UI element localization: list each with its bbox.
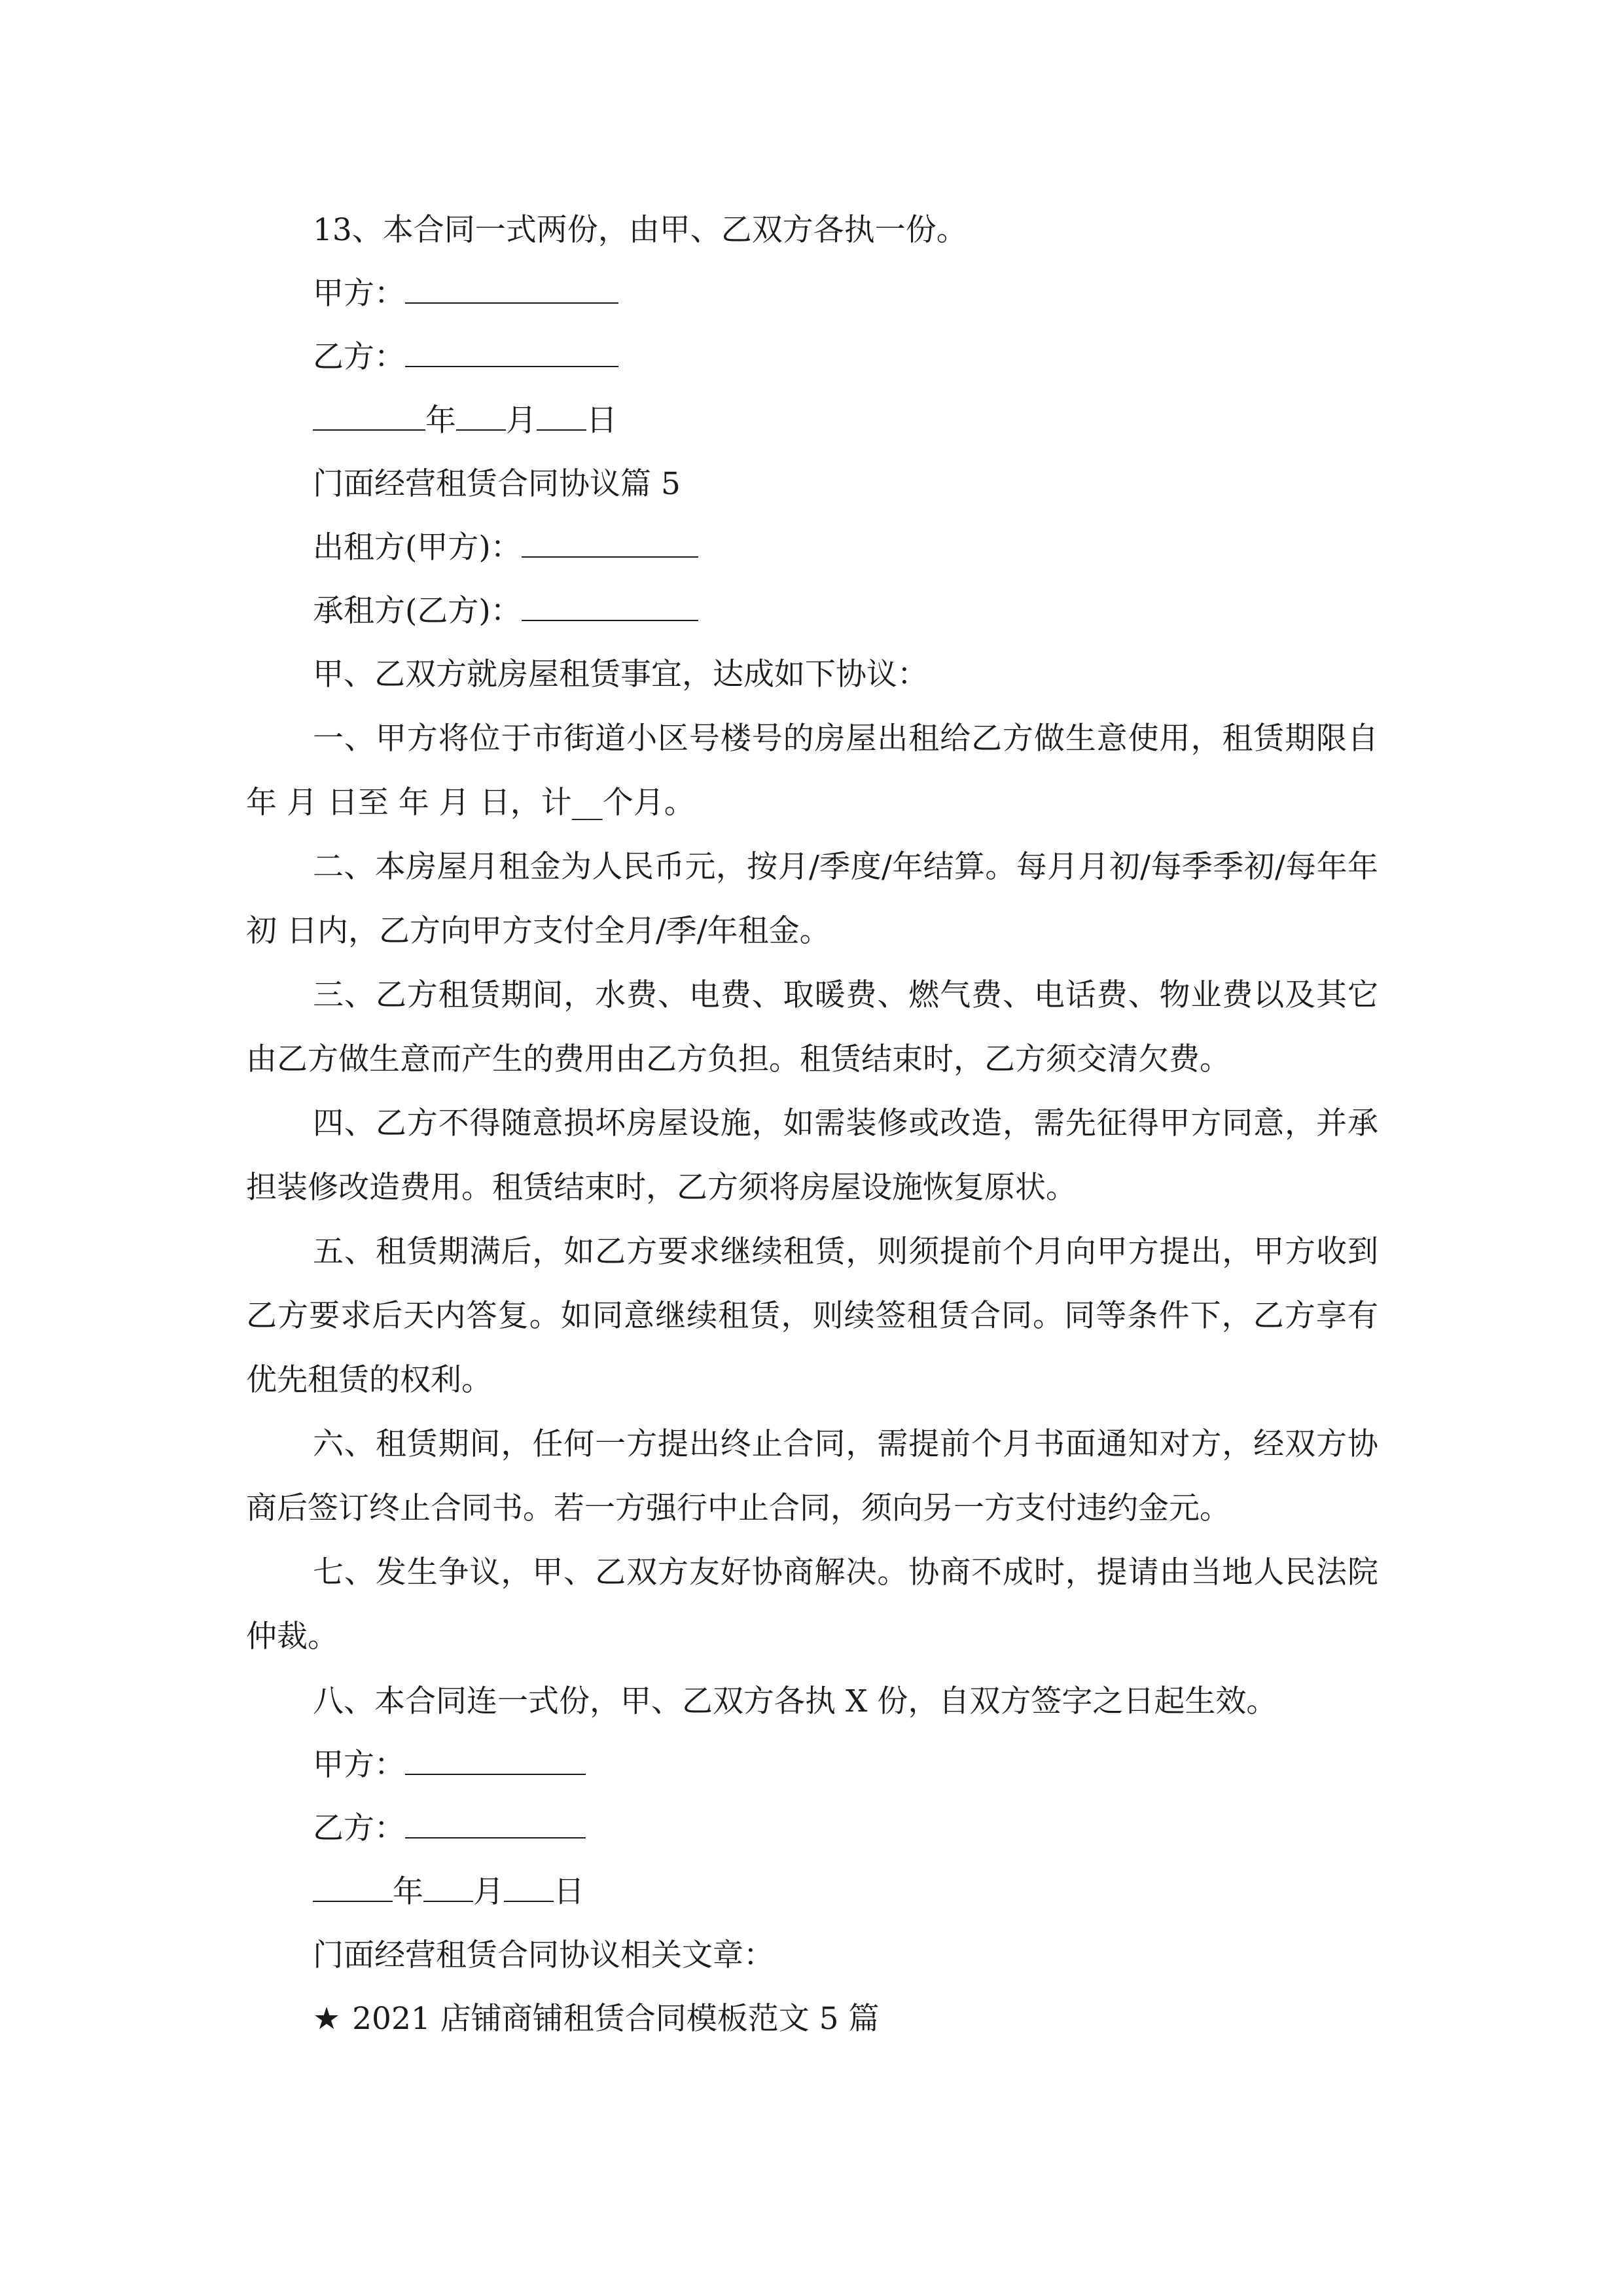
year-label: 年 bbox=[425, 403, 456, 439]
lessee-line bbox=[313, 592, 698, 631]
party-b-label: 乙方： bbox=[313, 339, 405, 375]
party-a-signature-line bbox=[313, 274, 618, 314]
related-article-link[interactable]: 2021 店铺商铺租赁合同模板范文 5 篇 bbox=[352, 2001, 880, 2037]
day-label-2: 日 bbox=[554, 1874, 584, 1910]
party-b-signature-line-2 bbox=[313, 1809, 586, 1848]
clause-7: 七、发生争议，甲、乙双方友好协商解决。协商不成时，提请由当地人民法院仲裁。 bbox=[246, 1554, 1378, 1655]
party-a-label-2: 甲方： bbox=[313, 1747, 405, 1783]
year-blank-2 bbox=[313, 1874, 393, 1902]
clause-13: 13、本合同一式两份，由甲、乙双方各执一份。 bbox=[313, 212, 967, 248]
related-heading: 门面经营租赁合同协议相关文章： bbox=[313, 1937, 774, 1973]
month-blank-2 bbox=[423, 1874, 473, 1902]
lessor-label: 出租方(甲方)： bbox=[313, 529, 522, 565]
clause-1: 一、甲方将位于市街道小区号楼号的房屋出租给乙方做生意使用，租赁期限自 年 月 日至 年 月 日，计__个月。 bbox=[246, 721, 1378, 821]
related-link-row[interactable] bbox=[313, 2000, 879, 2039]
year-label-2: 年 bbox=[393, 1874, 423, 1910]
month-label-2: 月 bbox=[473, 1874, 504, 1910]
year-blank bbox=[313, 403, 425, 431]
lessor-blank bbox=[522, 530, 698, 558]
clause-5: 五、租赁期满后，如乙方要求继续租赁，则须提前个月向甲方提出，甲方收到乙方要求后天内答复。如同意继续租赁，则续签租赁合同。同等条件下，乙方享有优先租赁的权利。 bbox=[246, 1234, 1378, 1398]
party-b-blank bbox=[405, 340, 618, 367]
clause-2: 二、本房屋月租金为人民币元，按月/季度/年结算。每月月初/每季季初/每年年初 日内，乙方向甲方支付全月/季/年租金。 bbox=[246, 849, 1378, 949]
party-b-blank-2 bbox=[405, 1811, 586, 1839]
clause-4: 四、乙方不得随意损坏房屋设施，如需装修或改造，需先征得甲方同意，并承担装修改造费用。租赁结束时，乙方须将房屋设施恢复原状。 bbox=[246, 1105, 1378, 1206]
month-blank bbox=[456, 403, 506, 431]
lessor-line bbox=[313, 528, 698, 567]
party-a-blank-2 bbox=[405, 1748, 586, 1775]
lessee-blank bbox=[522, 594, 698, 621]
day-label: 日 bbox=[586, 403, 617, 439]
day-blank bbox=[537, 403, 586, 431]
date-line bbox=[313, 401, 617, 440]
star-icon: ★ bbox=[313, 2001, 341, 2037]
agreement-intro: 甲、乙双方就房屋租赁事宜，达成如下协议： bbox=[313, 656, 928, 692]
section-title: 门面经营租赁合同协议篇 5 bbox=[313, 466, 681, 502]
clause-3: 三、乙方租赁期间，水费、电费、取暖费、燃气费、电话费、物业费以及其它由乙方做生意而产生的费用由乙方负担。租赁结束时，乙方须交清欠费。 bbox=[246, 977, 1378, 1077]
month-label: 月 bbox=[506, 403, 537, 439]
lessee-label: 承租方(乙方)： bbox=[313, 593, 522, 629]
clause-6: 六、租赁期间，任何一方提出终止合同，需提前个月书面通知对方，经双方协商后签订终止合同书。若一方强行中止合同，须向另一方支付违约金元。 bbox=[246, 1426, 1378, 1526]
party-a-label: 甲方： bbox=[313, 276, 405, 312]
day-blank-2 bbox=[504, 1874, 554, 1902]
party-b-label-2: 乙方： bbox=[313, 1810, 405, 1846]
party-b-signature-line bbox=[313, 338, 618, 377]
party-a-signature-line-2 bbox=[313, 1746, 586, 1785]
date-line-2 bbox=[313, 1873, 584, 1912]
clause-8: 八、本合同连一式份，甲、乙双方各执 X 份，自双方签字之日起生效。 bbox=[313, 1683, 1277, 1719]
party-a-blank bbox=[405, 276, 618, 304]
